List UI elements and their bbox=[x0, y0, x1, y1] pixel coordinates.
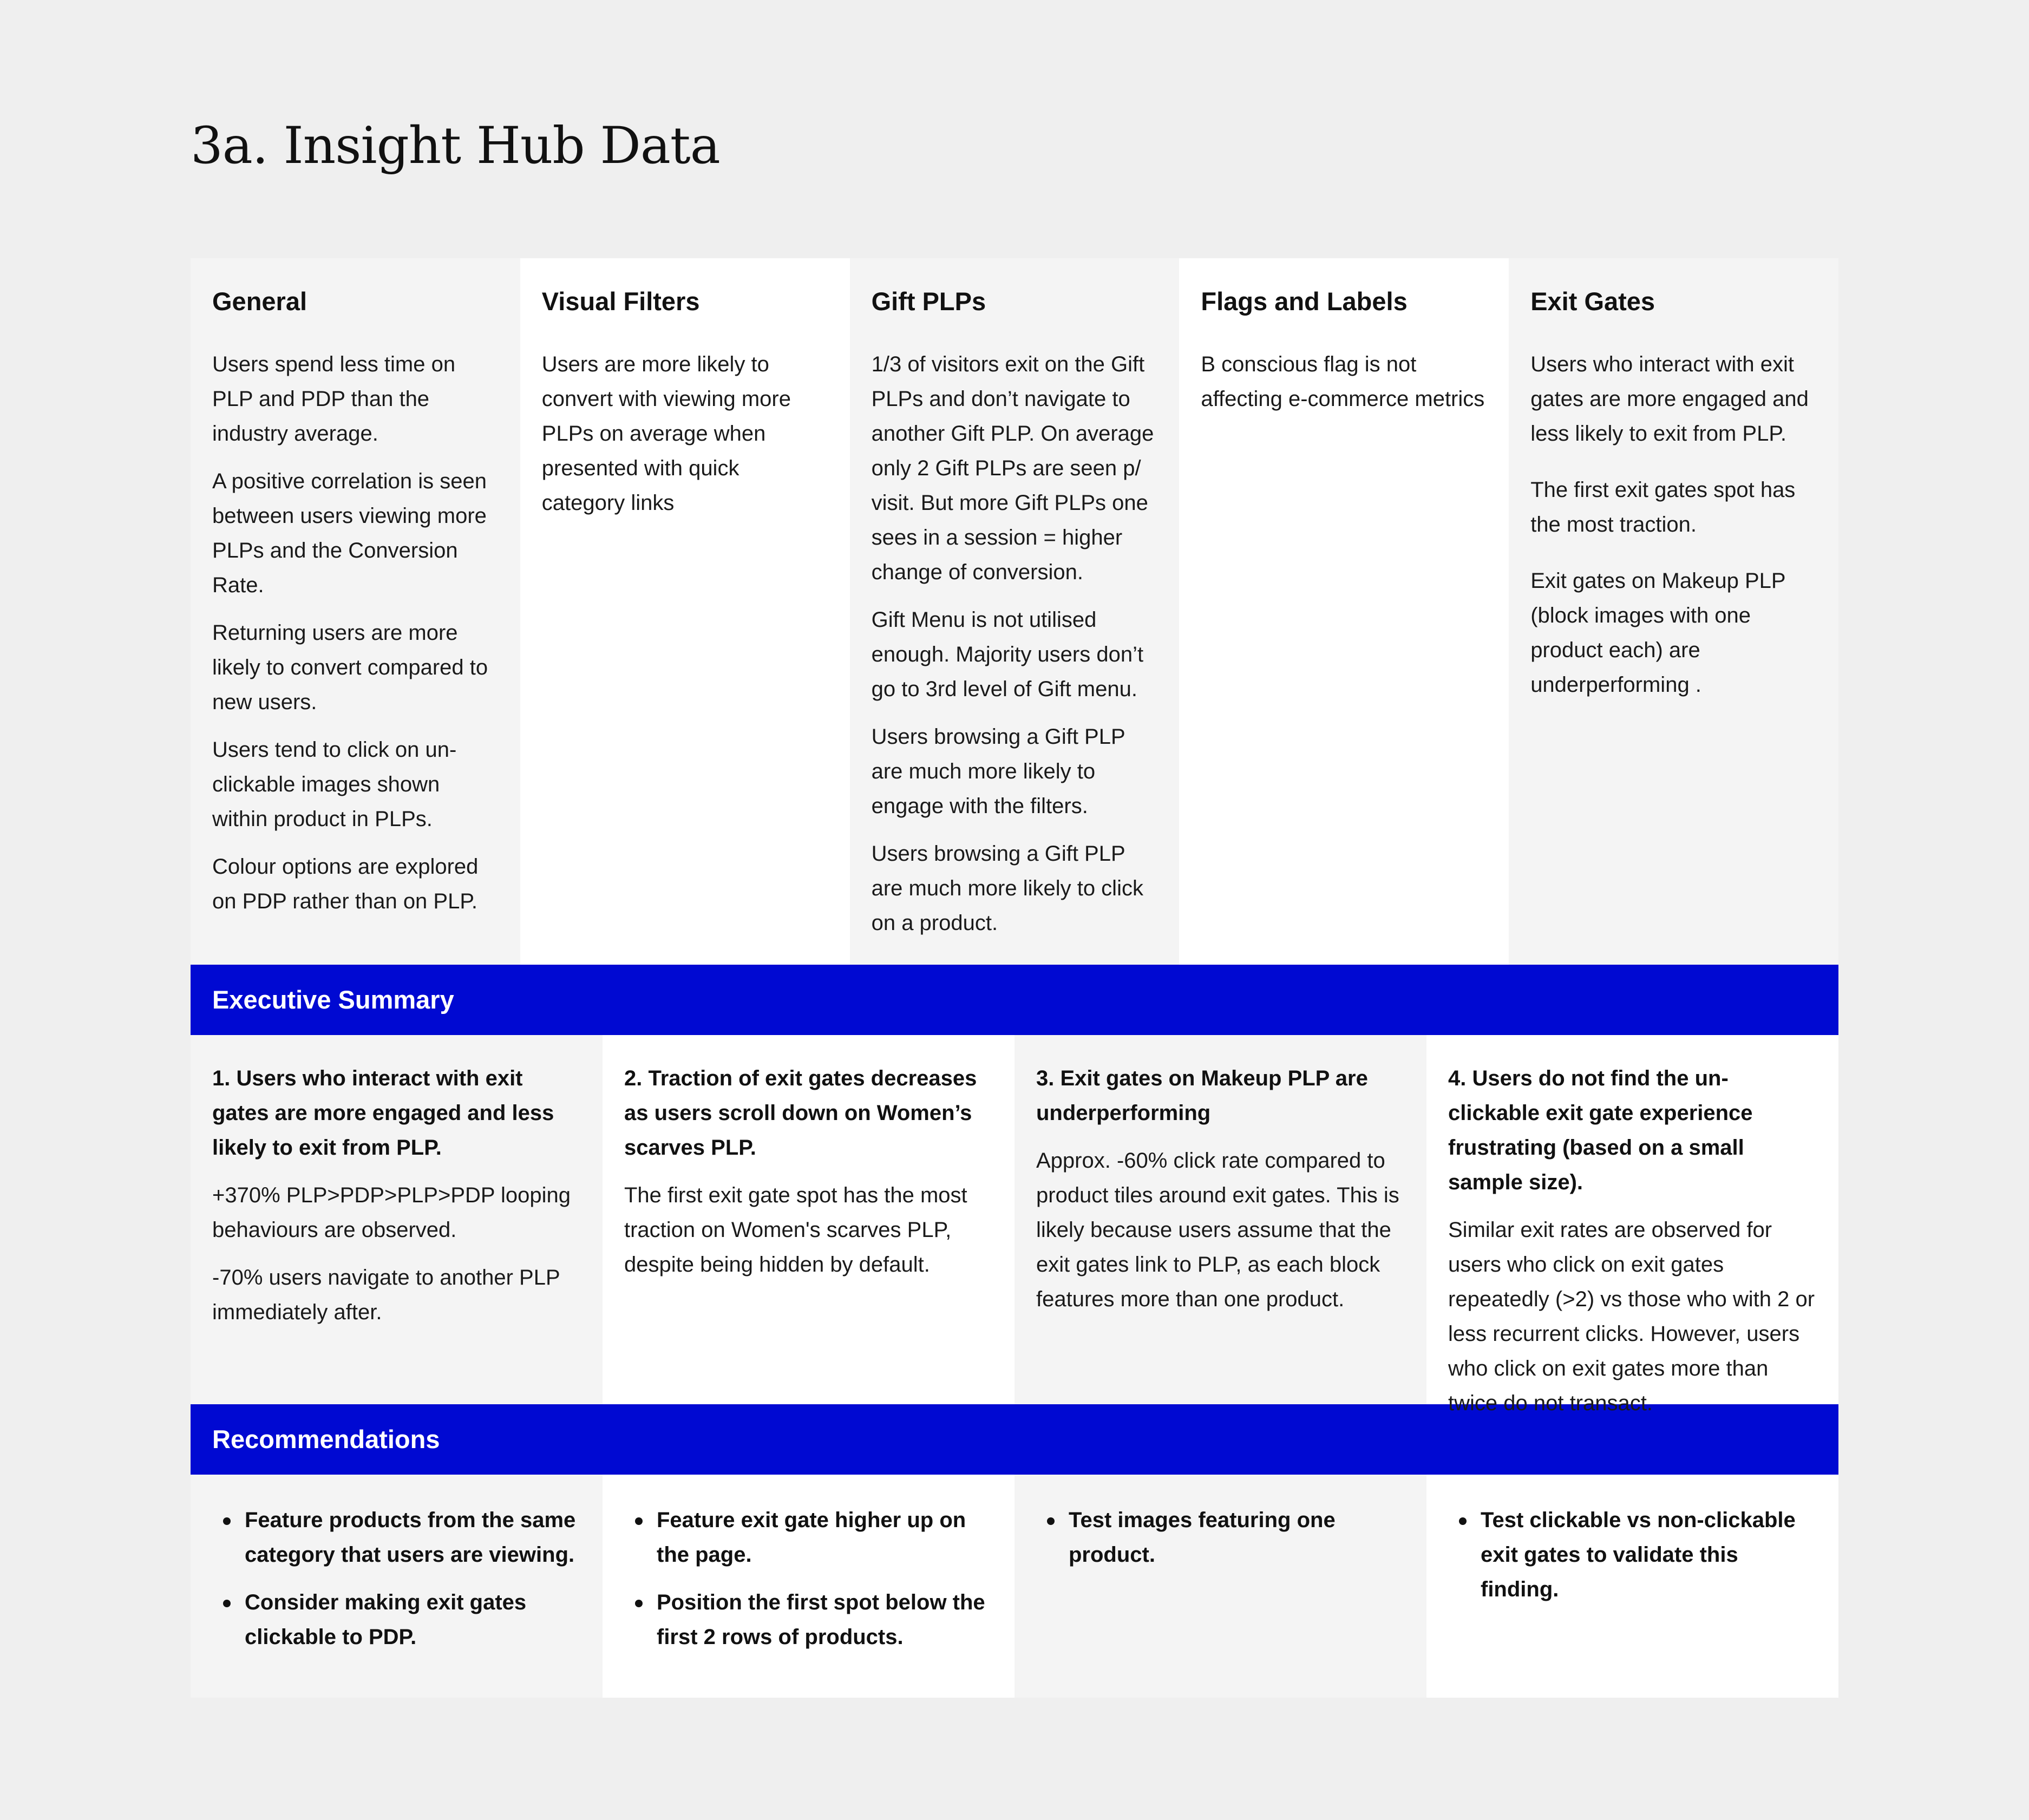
page-title: 3a. Insight Hub Data bbox=[191, 116, 720, 175]
insight-paragraph: Users are more likely to convert with viewing more PLPs on average when presented with quick category links bbox=[541, 352, 791, 515]
insight-column-general bbox=[191, 258, 520, 965]
recommendation-text: Test clickable vs non-clickable exit gates to validate this finding. bbox=[1481, 1508, 1796, 1601]
insight-paragraph: Gift Menu is not utilised enough. Majority users don’t go to 3rd level of Gift menu. bbox=[871, 608, 1144, 701]
insight-paragraph: Users who interact with exit gates are more engaged and less likely to exit from PLP. bbox=[1530, 352, 1809, 446]
summary-item-paragraph: +370% PLP>PDP>PLP>PDP looping behaviours are observed. bbox=[212, 1183, 571, 1242]
executive-summary-label: Executive Summary bbox=[212, 985, 454, 1014]
insight-paragraph: B conscious flag is not affecting e-commerce metrics bbox=[1201, 352, 1485, 411]
recommendation-bullet bbox=[1036, 1503, 1405, 1572]
recommendation-text: Feature products from the same category that users are viewing. bbox=[245, 1508, 576, 1567]
recommendation-item-4 bbox=[1426, 1475, 1838, 1698]
recommendation-text: Test images featuring one product. bbox=[1069, 1508, 1336, 1567]
insight-heading: Gift PLPs bbox=[871, 287, 986, 316]
recommendation-list bbox=[624, 1503, 993, 1654]
insight-heading: Visual Filters bbox=[541, 287, 700, 316]
insight-paragraph: Exit gates on Makeup PLP (block images with one product each) are underperforming . bbox=[1530, 569, 1785, 697]
recommendation-bullet bbox=[212, 1585, 581, 1654]
insight-paragraph: The first exit gates spot has the most traction. bbox=[1530, 478, 1796, 536]
recommendation-bullet bbox=[212, 1503, 581, 1572]
bullet-dot-icon bbox=[635, 1517, 643, 1525]
recommendation-item-1 bbox=[191, 1475, 603, 1698]
recommendation-list bbox=[1448, 1503, 1817, 1607]
recommendation-text: Consider making exit gates clickable to PDP. bbox=[245, 1590, 527, 1649]
insight-paragraph: Users browsing a Gift PLP are much more likely to engage with the filters. bbox=[871, 725, 1125, 818]
insight-categories-row bbox=[191, 258, 1838, 965]
recommendation-text: Position the first spot below the first 2 rows of products. bbox=[657, 1590, 985, 1649]
insight-paragraph: Users spend less time on PLP and PDP than the industry average. bbox=[212, 352, 456, 446]
recommendation-item-3 bbox=[1014, 1475, 1426, 1698]
insight-paragraph: Users tend to click on un-clickable images shown within product in PLPs. bbox=[212, 738, 457, 831]
executive-summary-banner bbox=[191, 965, 1838, 1035]
recommendation-bullet bbox=[624, 1585, 993, 1654]
recommendation-item-2 bbox=[603, 1475, 1014, 1698]
insight-column-flags-and-labels bbox=[1179, 258, 1509, 965]
summary-item-title: 4. Users do not find the un-clickable exit gate experience frustrating (based on a small sample size). bbox=[1448, 1066, 1753, 1194]
summary-item-paragraph: Approx. -60% click rate compared to product tiles around exit gates. This is likely because users assume that the exit gates link to PLP, as each block features more than one product. bbox=[1036, 1149, 1399, 1311]
insight-board bbox=[191, 258, 1838, 1698]
summary-item-1 bbox=[191, 1035, 603, 1404]
recommendation-list bbox=[212, 1503, 581, 1654]
recommendations-label: Recommendations bbox=[212, 1425, 440, 1454]
insight-paragraph: Users browsing a Gift PLP are much more likely to click on a product. bbox=[871, 842, 1143, 935]
summary-item-4 bbox=[1426, 1035, 1838, 1415]
recommendation-list bbox=[1036, 1503, 1405, 1572]
insight-paragraph: 1/3 of visitors exit on the Gift PLPs and don’t navigate to another Gift PLP. On average only 2 Gift PLPs are seen p/ visit. But more Gift PLPs one sees in a session = higher change of conversion. bbox=[871, 352, 1154, 584]
bullet-dot-icon bbox=[635, 1600, 643, 1607]
insight-paragraph: A positive correlation is seen between users viewing more PLPs and the Conversion Rate. bbox=[212, 469, 487, 597]
insight-paragraph: Returning users are more likely to convert compared to new users. bbox=[212, 621, 488, 714]
recommendation-bullet bbox=[624, 1503, 993, 1572]
recommendation-bullet bbox=[1448, 1503, 1817, 1607]
summary-item-paragraph: The first exit gate spot has the most traction on Women's scarves PLP, despite being hidden by default. bbox=[624, 1183, 967, 1276]
insight-heading: Flags and Labels bbox=[1201, 287, 1408, 316]
summary-item-2 bbox=[603, 1035, 1014, 1404]
bullet-dot-icon bbox=[223, 1600, 231, 1607]
summary-item-3 bbox=[1014, 1035, 1426, 1404]
bullet-dot-icon bbox=[1047, 1517, 1055, 1525]
insight-column-gift-plps bbox=[850, 258, 1180, 965]
insight-column-visual-filters bbox=[520, 258, 850, 965]
summary-item-title: 3. Exit gates on Makeup PLP are underperforming bbox=[1036, 1066, 1368, 1125]
summary-item-title: 1. Users who interact with exit gates are more engaged and less likely to exit from PLP. bbox=[212, 1066, 554, 1160]
summary-item-paragraph: -70% users navigate to another PLP immediately after. bbox=[212, 1266, 560, 1324]
insight-heading: General bbox=[212, 287, 307, 316]
recommendations-row bbox=[191, 1475, 1838, 1698]
executive-summary-row bbox=[191, 1035, 1838, 1415]
insight-paragraph: Colour options are explored on PDP rather than on PLP. bbox=[212, 855, 479, 913]
summary-item-title: 2. Traction of exit gates decreases as users scroll down on Women’s scarves PLP. bbox=[624, 1066, 977, 1160]
recommendation-text: Feature exit gate higher up on the page. bbox=[657, 1508, 966, 1567]
insight-heading: Exit Gates bbox=[1530, 287, 1655, 316]
bullet-dot-icon bbox=[223, 1517, 231, 1525]
summary-item-paragraph: Similar exit rates are observed for users who click on exit gates repeatedly (>2) vs those who with 2 or less recurrent clicks. However, users who click on exit gates more than twice do not transact. bbox=[1448, 1218, 1815, 1415]
insight-column-exit-gates bbox=[1509, 258, 1838, 965]
bullet-dot-icon bbox=[1459, 1517, 1467, 1525]
